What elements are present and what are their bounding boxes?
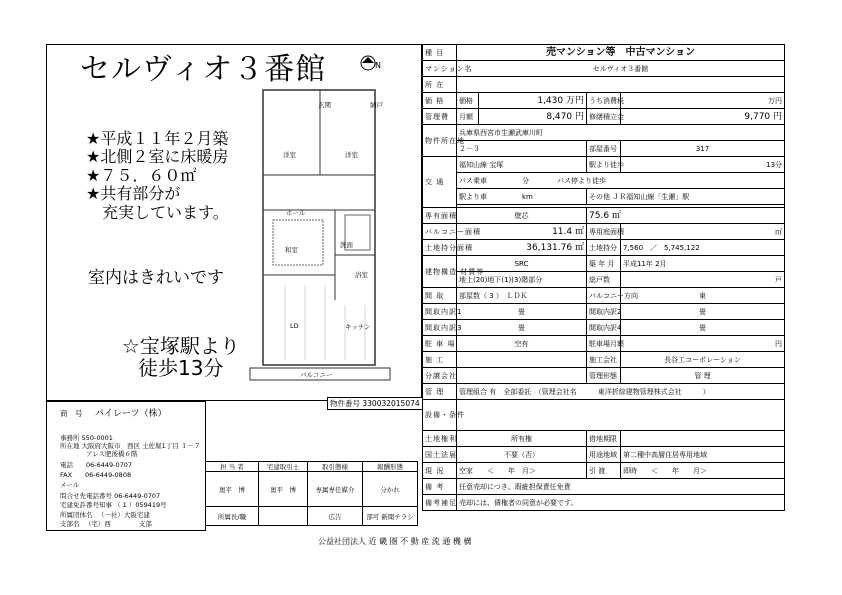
svg-text:N: N — [375, 61, 381, 70]
walk-label: 駅より徒歩 — [587, 157, 621, 173]
car-row: 駅より車 km — [457, 189, 587, 205]
price-sub: 価格 — [457, 93, 479, 109]
layout-detail-2: 間取内訳2 — [587, 304, 621, 320]
units-unit: 戸 — [621, 272, 785, 288]
room-unit-2: 畳 — [621, 304, 785, 320]
parking-fee-unit: 円 — [621, 336, 785, 352]
office-line-4: 電話 06-6449-0707 — [60, 461, 133, 469]
share-label: 土地持分 — [587, 240, 621, 256]
plan-label-hall: ホール — [286, 209, 306, 217]
room-no-label: 部屋番号 — [587, 141, 621, 157]
interior-note: 室内はきれいです — [88, 268, 224, 288]
balcony-unit: ㎡ — [574, 226, 584, 237]
lease-label: 借地期限 — [587, 431, 621, 447]
manager-label: 所属長/職 — [206, 507, 259, 526]
other-row: その他 ＪＲ福知山線「生瀬」駅 — [587, 189, 785, 205]
fee-sub: 月額 — [457, 109, 479, 125]
staff-header-3: 取引態様 — [308, 462, 363, 472]
fee-unit: 円 — [574, 111, 584, 122]
direction-value: 東 — [621, 288, 785, 304]
access-note-2: 徒歩13分 — [138, 356, 224, 380]
feature-1: ★平成１１年２月築 — [86, 129, 229, 148]
type-value: 売マンション等 中古マンション — [457, 45, 785, 61]
staff-header-4: 報酬形態 — [363, 462, 418, 472]
row-label-name: マンション名 — [423, 61, 457, 77]
plan-label-room3: 和室 — [285, 246, 298, 254]
doc-number: 物件番号 330032015074 — [327, 397, 423, 410]
building-name: セルヴィオ３番館 — [80, 52, 327, 87]
plan-label-ld: LD — [290, 322, 299, 330]
room-no: 317 — [621, 141, 785, 157]
reserve-label: 修繕積立金 — [587, 109, 621, 125]
plan-label-bath: 浴室 — [355, 271, 368, 279]
other-area-label: 専用庭面積 — [587, 224, 621, 240]
floor-plan — [245, 85, 395, 385]
price-label: 価 格 — [423, 93, 457, 109]
shop-label: 商 — [60, 409, 68, 418]
area-label: 専有面積 — [423, 208, 457, 224]
reserve-value: 9,770 — [744, 111, 771, 122]
plan-label-room1: 洋室 — [283, 151, 296, 159]
loc-value — [457, 77, 785, 93]
walk-value: 13 — [766, 160, 776, 169]
compass-icon — [360, 54, 382, 76]
tax-unit: 万円 — [621, 93, 785, 109]
area-kind: 壁芯 — [457, 208, 587, 224]
spec-table: 種 目 売マンション等 中古マンション マンション名 セルヴィオ３番館 所 在 価 格 価格 1,430 万円 うち消費税 万円 管理費 月額 8,470 円 修繕積立金 9,770 円 物件所在地 兵庫県西宮市生瀬武庫川町 ２－３ 部屋番号 317 交 通 福知山線 宝塚 駅より徒歩 13分 バス乗車 分 バス停より徒歩 駅より車 km その他 ＪＲ福知山線「生瀬」駅 専有面積 壁芯 75.6 ㎡ バルコニー面積 11.4 ㎡ 専用庭面積 ㎡ 土地持分面積 36,131.76 ㎡ 土地持分 7,560 ／ 5,745,122 建物構造 材質等 SRC 築 年 月 平成11年 2月 地上(20)地下(1)(3)階部分 総戸数 戸 間 取 部屋数（ 3 ） ＬＤＫ バルコニー方向 東 間取内訳1 畳 間取内訳2 畳 間取内訳3 畳 間取内訳4 畳 駐 車 場 空有 駐車場月額 円 施 工 施工会社 長谷工コーポレーション 分譲会社 管理形態 管 理 管 理 管理組合 有 全部委託 （管理会社名 東洋折綜建物管理株式会社 ） 設備・条件 土地権利 所有権 借地期限 国土法届 不要（否） 用途地域 第二種中高層住居専用地域 現 況 空家 ＜ 年 月＞ 引 渡 即時 ＜ 年 月＞ 備 考 任意売却につき、瑕疵担保責任免責 備考補足 売却には、債権者の同意が必要です。 — [422, 44, 785, 511]
staff-table — [205, 461, 418, 526]
land-right-label: 土地権利 — [423, 431, 457, 447]
law-value: 不要（否） — [457, 447, 587, 463]
use-value: 第二種中高層住居専用地域 — [621, 447, 785, 463]
area-unit: ㎡ — [611, 210, 621, 221]
layout-detail-1: 間取内訳1 — [423, 304, 457, 320]
builder-value: 長谷工コーポレーション — [621, 352, 785, 368]
parking-fee-label: 駐車場月額 — [587, 336, 621, 352]
structure-label: 建物構造 材質等 — [423, 256, 457, 288]
law-label: 国土法届 — [423, 447, 457, 463]
fee-type: 分かれ — [363, 472, 418, 507]
land-value: 36,131.76 — [526, 242, 573, 253]
handover-value: 即時 ＜ 年 月＞ — [621, 463, 785, 479]
remarks-label: 備 考 — [423, 479, 457, 495]
plan-label-wash: 洗面 — [340, 241, 353, 249]
office-line-1: 事務所 550-0001 — [60, 434, 113, 442]
balcony-label: バルコニー面積 — [423, 224, 457, 240]
bus-row: バス乗車 分 バス停より徒歩 — [457, 173, 785, 189]
staff-header-2: 宅建取引士 — [259, 462, 308, 472]
plan-label-balcony: バルコニー — [300, 371, 333, 379]
mgmt-form-label: 管理形態 — [587, 368, 621, 384]
plan-label-entrance: 玄関 — [318, 101, 331, 109]
room-unit-1: 畳 — [457, 304, 587, 320]
floors-value: 地上(20)地下(1)(3)階部分 — [457, 272, 587, 288]
feature-4: ★共有部分が — [86, 184, 181, 203]
remarks-value: 任意売却につき、瑕疵担保責任免責 — [457, 479, 785, 495]
feature-3: ★７５．６０㎡ — [86, 166, 197, 185]
row-label-loc: 所 在 — [423, 77, 457, 93]
mgmt-form-value: 管 理 — [621, 368, 785, 384]
office-line-7: 問合せ先電話番号 06-6449-0707 — [60, 492, 161, 500]
layout-value: 部屋数（ 3 ） ＬＤＫ — [457, 288, 587, 304]
parking-label: 駐 車 場 — [423, 336, 457, 352]
office-line-5: FAX 06-6449-0808 — [60, 471, 132, 479]
land-unit: ㎡ — [574, 242, 584, 253]
mgmt-value: 管理組合 有 全部委託 （管理会社名 東洋折綜建物管理株式会社 ） — [457, 384, 785, 400]
price-unit: 万円 — [565, 95, 584, 106]
address-value: 兵庫県西宮市生瀬武庫川町 — [457, 125, 785, 141]
shop-name: パイレーツ（株） — [95, 409, 167, 419]
line-label: 交 通 — [423, 157, 457, 208]
land-label: 土地持分面積 — [423, 240, 457, 256]
layout-detail-3: 間取内訳3 — [423, 320, 457, 336]
units-label: 総戸数 — [587, 272, 621, 288]
use-label: 用途地域 — [587, 447, 621, 463]
price-value: 1,430 — [537, 95, 564, 106]
ad-label: 広告 — [308, 507, 363, 526]
layout-detail-4: 間取内訳4 — [587, 320, 621, 336]
structure-value: SRC — [457, 256, 587, 272]
staff-header-1: 担 当 者 — [206, 462, 259, 472]
name-value: セルヴィオ３番館 — [457, 61, 785, 77]
parking-value: 空有 — [457, 336, 587, 352]
walk-unit: 分 — [775, 160, 783, 169]
deal-type: 専属専任媒介 — [308, 472, 363, 507]
address-no: ２－３ — [457, 141, 587, 157]
line-value: 福知山線 宝塚 — [457, 157, 587, 173]
office-line-2: 所在地 大阪府大阪市 西区 土佐堀1丁目 １－７ — [60, 442, 201, 450]
facility-label: 設備・条件 — [423, 400, 457, 431]
plan-label-storage: 納戸 — [370, 101, 383, 109]
address-label: 物件所在地 — [423, 125, 457, 157]
office-line-6: メール — [60, 481, 80, 489]
handover-label: 引 渡 — [587, 463, 621, 479]
office-line-8: 宅建免許番号知事 （ 1 ）059419号 — [60, 501, 167, 509]
status-label: 現 況 — [423, 463, 457, 479]
built-label: 築 年 月 — [587, 256, 621, 272]
balcony-value: 11.4 — [552, 226, 573, 237]
access-note-1: ☆宝塚駅より — [122, 334, 240, 358]
mgmt-label: 管 理 — [423, 384, 457, 400]
land-right-value: 所有権 — [457, 431, 587, 447]
area-value: 75.6 — [589, 210, 610, 221]
fee-value: 8,470 — [546, 111, 573, 122]
staff-name-2: 奥平 博 — [259, 472, 308, 507]
row-label-type: 種 目 — [423, 45, 457, 61]
fee-label: 管理費 — [423, 109, 457, 125]
reserve-unit: 円 — [773, 111, 783, 122]
plan-label-kitchen: キッチン — [345, 323, 371, 331]
ad-value: 部可 新聞チラシ — [363, 507, 418, 526]
builder-label: 施 工 — [423, 352, 457, 368]
note-label: 備考補足 — [423, 495, 457, 511]
office-line-10: 支部名 （宅）西 支部 — [60, 520, 152, 528]
footer-text: 公益社団法人 近 畿 圏 不 動 産 流 通 機 構 — [318, 537, 472, 546]
seller-label: 分譲会社 — [423, 368, 457, 384]
layout-label: 間 取 — [423, 288, 457, 304]
staff-name-1: 奥平 博 — [206, 472, 259, 507]
built-value: 平成11年 2月 — [621, 256, 785, 272]
office-line-9: 所属団体名 （一社）大阪宅建 — [60, 511, 150, 519]
tax-label: うち消費税 — [587, 93, 621, 109]
status-value: 空家 ＜ 年 月＞ — [457, 463, 587, 479]
feature-2: ★北側２室に床暖房 — [86, 147, 229, 166]
shop-label-2: 号 — [75, 409, 83, 418]
note-value: 売却には、債権者の同意が必要です。 — [457, 495, 785, 511]
office-line-3: アレス肥後橋６階 — [60, 450, 138, 458]
plan-label-room2: 洋室 — [345, 151, 358, 159]
direction-label: バルコニー方向 — [587, 288, 621, 304]
share-value: 7,560 ／ 5,745,122 — [621, 240, 785, 256]
feature-5: 充実しています。 — [86, 203, 229, 222]
